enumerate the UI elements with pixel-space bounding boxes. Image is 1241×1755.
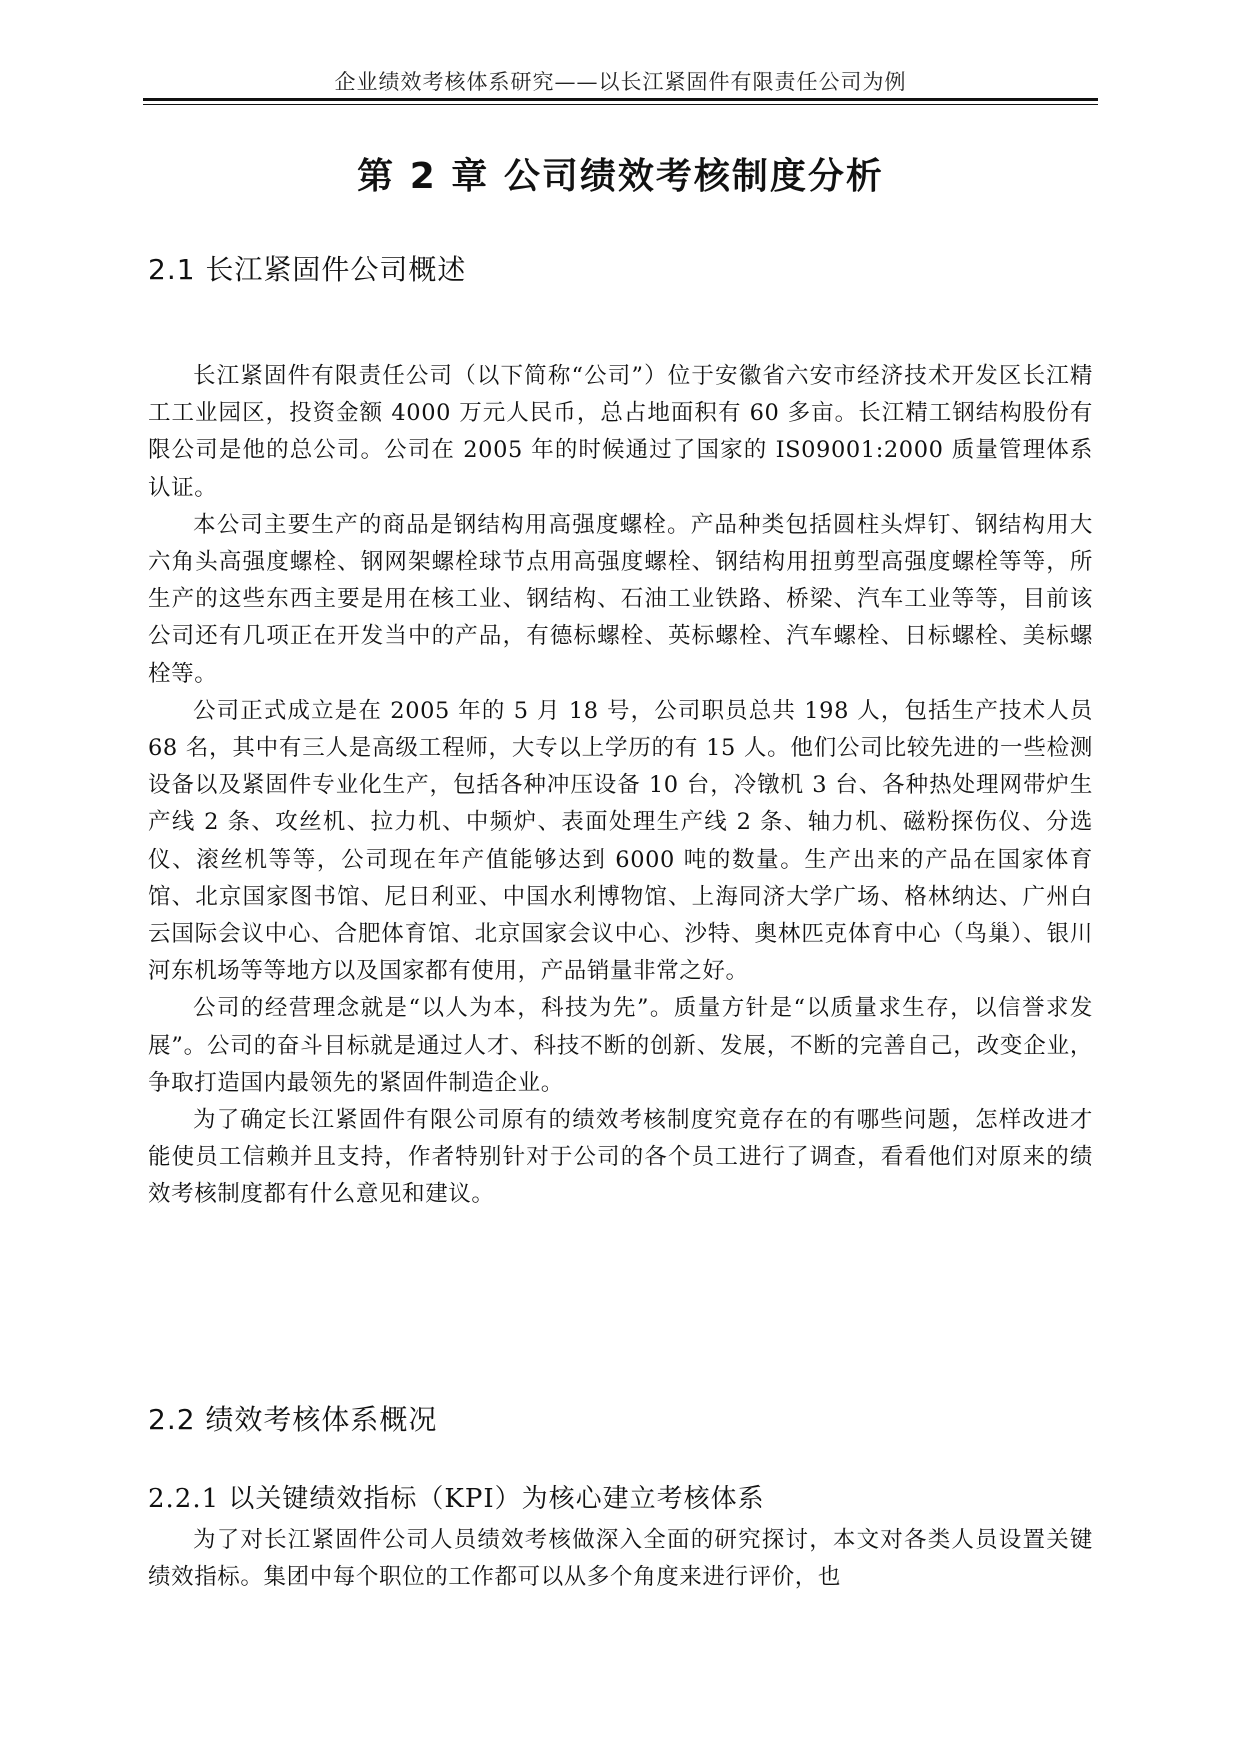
paragraph: 为了对长江紧固件公司人员绩效考核做深入全面的研究探讨，本文对各类人员设置关键绩效指标。集团中每个职位的工作都可以从多个角度来进行评价，也	[148, 1527, 1093, 1591]
subsection-heading-2-2-1: 2.2.1 以关键绩效指标（KPI）为核心建立考核体系	[148, 1484, 765, 1514]
subsection-2-2-1-body	[148, 1522, 1093, 1596]
header-rule-thin	[143, 104, 1098, 105]
paragraph: 本公司主要生产的商品是钢结构用高强度螺栓。产品种类包括圆柱头焊钉、钢结构用大六角头高强度螺栓、钢网架螺栓球节点用高强度螺栓、钢结构用扭剪型高强度螺栓等等，所生产的这些东西主要是用在核工业、钢结构、石油工业铁路、桥梁、汽车工业等等，目前该公司还有几项正在开发当中的产品，有德标螺栓、英标螺栓、汽车螺栓、日标螺栓、美标螺栓等。	[148, 511, 1093, 687]
section-heading-2-1: 2.1 长江紧固件公司概述	[148, 253, 467, 286]
paragraph: 长江紧固件有限责任公司（以下简称“公司”）位于安徽省六安市经济技术开发区长江精工工业园区，投资金额 4000 万元人民币，总占地面积有 60 多亩。长江精工钢结构股份有限公司是他的总公司。公司在 2005 年的时候通过了国家的 IS09001:2000 质量管理体系认证。	[148, 363, 1093, 501]
section-2-1-body	[148, 358, 1093, 1214]
section-heading-2-2: 2.2 绩效考核体系概况	[148, 1403, 438, 1436]
paragraph: 为了确定长江紧固件有限公司原有的绩效考核制度究竟存在的有哪些问题，怎样改进才能使员工信赖并且支持，作者特别针对于公司的各个员工进行了调查，看看他们对原来的绩效考核制度都有什么意见和建议。	[148, 1107, 1093, 1208]
running-header: 企业绩效考核体系研究——以长江紧固件有限责任公司为例	[334, 70, 907, 94]
paragraph: 公司的经营理念就是“以人为本，科技为先”。质量方针是“以质量求生存，以信誉求发展”。公司的奋斗目标就是通过人才、科技不断的创新、发展，不断的完善自己，改变企业，争取打造国内最领先的紧固件制造企业。	[148, 995, 1093, 1096]
chapter-title: 第 2 章 公司绩效考核制度分析	[357, 156, 884, 197]
header-rule-thick	[143, 98, 1098, 101]
paragraph: 公司正式成立是在 2005 年的 5 月 18 号，公司职员总共 198 人，包括生产技术人员 68 名，其中有三人是高级工程师，大专以上学历的有 15 人。他们公司比较先进的一些检测设备以及紧固件专业化生产，包括各种冲压设备 10 台，冷镦机 3 台、各种热处理网带炉生产线 2 条、攻丝机、拉力机、中频炉、表面处理生产线 2 条、轴力机、磁粉探伤仪、分选仪、滚丝机等等，公司现在年产值能够达到 6000 吨的数量。生产出来的产品在国家体育馆、北京国家图书馆、尼日利亚、中国水利博物馆、上海同济大学广场、格林纳达、广州白云国际会议中心、合肥体育馆、北京国家会议中心、沙特、奥林匹克体育中心（鸟巢）、银川河东机场等等地方以及国家都有使用，产品销量非常之好。	[148, 697, 1093, 985]
